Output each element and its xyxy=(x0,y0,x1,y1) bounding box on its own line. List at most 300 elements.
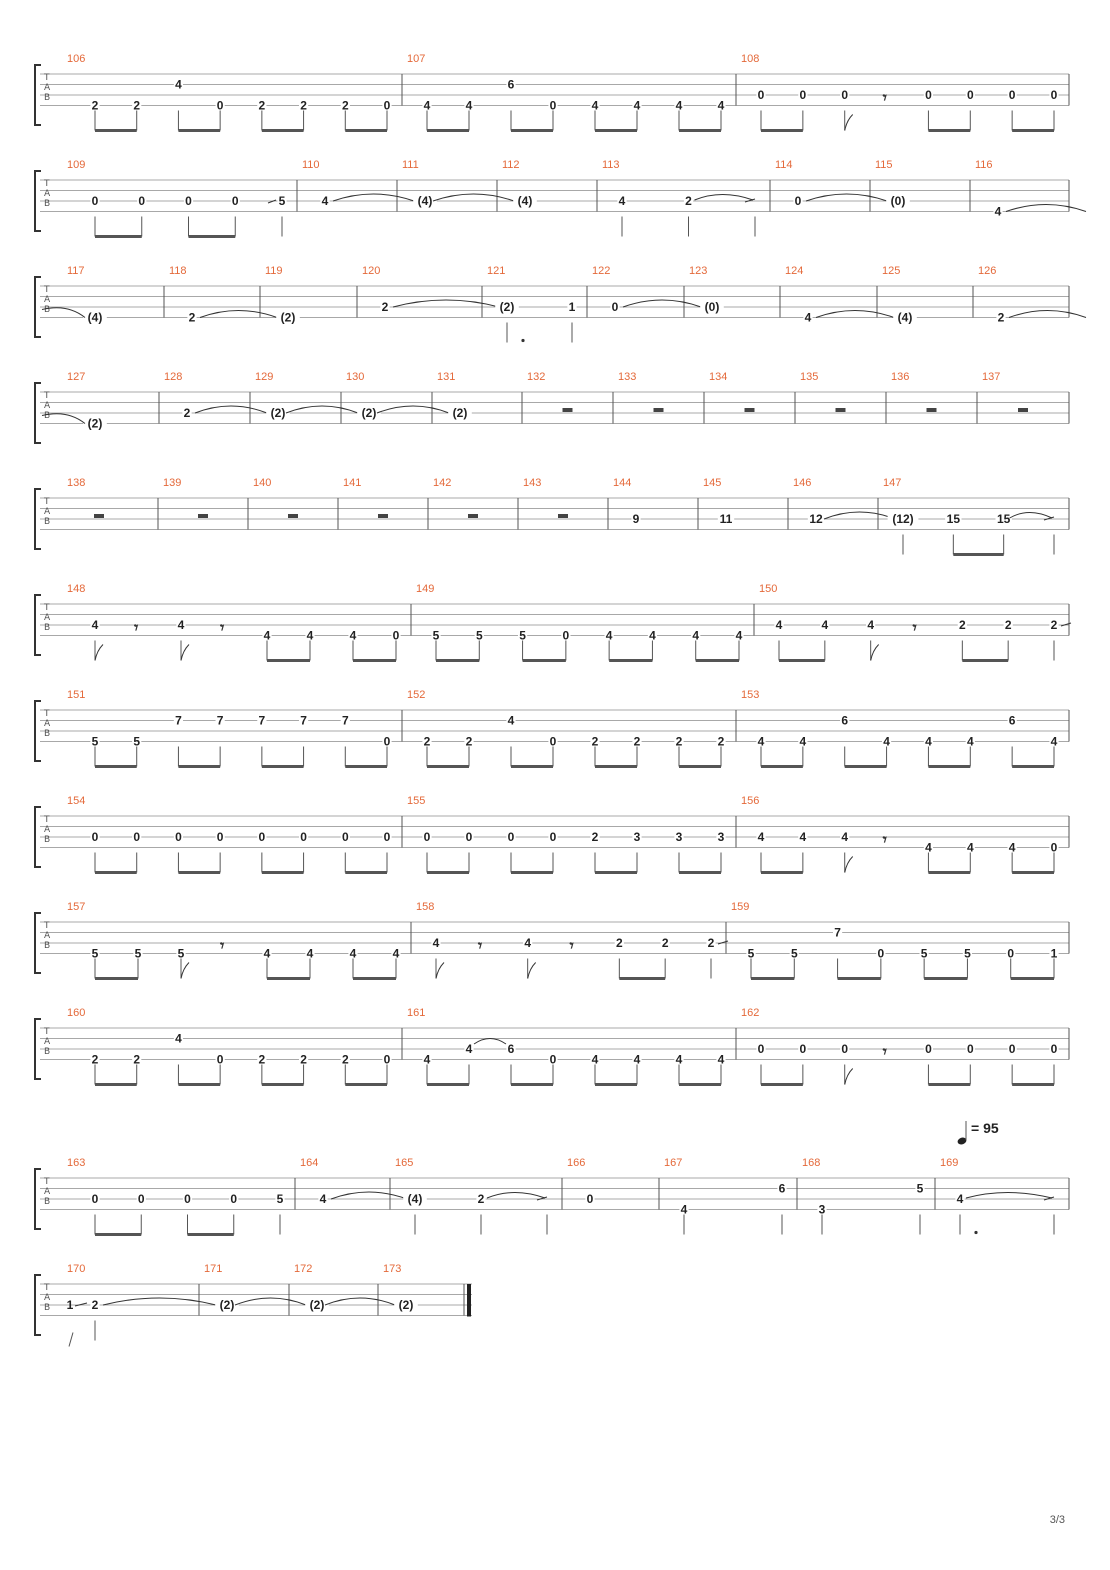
fret-number: 2 xyxy=(675,734,683,749)
fret-number: 2 xyxy=(341,1052,349,1067)
fret-number: 0 xyxy=(383,734,391,749)
fret-number: 2 xyxy=(183,406,191,420)
fret-number: 0 xyxy=(799,1042,807,1056)
page-number-label: 3/3 xyxy=(1049,1514,1065,1526)
measure-number: 115 xyxy=(875,159,893,171)
measure-number: 137 xyxy=(982,371,1001,383)
fret-number: 2 xyxy=(685,194,692,208)
tab-clef-t: T xyxy=(44,1027,50,1037)
tab-clef-a: A xyxy=(44,189,51,199)
fret-number: 0 xyxy=(91,1192,99,1206)
whole-rest xyxy=(745,408,755,412)
fret-number: 5 xyxy=(747,946,755,961)
fret-number: 0 xyxy=(1007,946,1015,961)
tab-clef-a: A xyxy=(44,295,51,305)
measure-number: 156 xyxy=(741,795,760,807)
eighth-rest: 𝄾 xyxy=(220,936,225,955)
fret-number: 4 xyxy=(633,1052,641,1067)
measure-number: 106 xyxy=(67,53,86,65)
fret-number: 2 xyxy=(958,618,966,632)
eighth-flag xyxy=(181,645,189,661)
fret-number: (2) xyxy=(87,416,103,431)
fret-number: 2 xyxy=(591,734,599,749)
fret-number: 2 xyxy=(707,936,715,950)
fret-number: 0 xyxy=(966,1042,974,1056)
fret-number: 9 xyxy=(632,512,640,526)
fret-number: 0 xyxy=(392,628,400,643)
eighth-flag xyxy=(845,857,853,873)
fret-number: 0 xyxy=(549,734,557,749)
fret-number: 0 xyxy=(841,1042,849,1056)
measure-number: 148 xyxy=(67,583,86,595)
measure-number: 123 xyxy=(689,265,708,277)
tab-system xyxy=(35,901,1069,979)
fret-number: 0 xyxy=(137,1192,145,1206)
fret-number: (12) xyxy=(892,512,914,526)
fret-number: 2 xyxy=(188,310,196,325)
measure-number: 135 xyxy=(800,371,819,383)
tie-arc xyxy=(695,195,754,201)
measure-number: 162 xyxy=(741,1007,760,1019)
eighth-flag xyxy=(845,1069,853,1085)
fret-number: 15 xyxy=(996,512,1011,526)
tab-clef-b: B xyxy=(44,941,51,951)
whole-rest xyxy=(558,514,568,518)
tab-clef-b: B xyxy=(44,93,51,103)
tab-system xyxy=(35,477,1069,555)
fret-number: (4) xyxy=(87,310,103,325)
measure-number: 160 xyxy=(67,1007,86,1019)
tab-clef-t: T xyxy=(44,921,50,931)
tab-clef-b: B xyxy=(44,623,51,633)
fret-number: 5 xyxy=(276,1192,284,1206)
measure-number: 120 xyxy=(362,265,381,277)
whole-rest xyxy=(468,514,478,518)
measure-number: 129 xyxy=(255,371,274,383)
fret-number: 4 xyxy=(841,830,849,844)
fret-number: 0 xyxy=(925,1042,932,1056)
fret-number: 15 xyxy=(946,512,961,526)
tab-clef-a: A xyxy=(44,507,51,517)
fret-number: 5 xyxy=(91,734,99,749)
fret-number: 4 xyxy=(306,946,314,961)
fret-number: 0 xyxy=(216,830,224,844)
fret-number: 0 xyxy=(1008,88,1016,102)
measure-number: 130 xyxy=(346,371,365,383)
measure-number: 141 xyxy=(343,477,362,489)
fret-number: 4 xyxy=(321,194,329,208)
fret-number: 4 xyxy=(465,1042,473,1056)
eighth-rest: 𝄾 xyxy=(882,1042,887,1061)
measure-number: 126 xyxy=(978,265,997,277)
fret-number: 2 xyxy=(477,1192,485,1206)
tab-clef-t: T xyxy=(44,1283,50,1293)
fret-number: 4 xyxy=(675,1052,683,1067)
tab-clef-b: B xyxy=(44,517,51,527)
fret-number: 0 xyxy=(185,194,192,208)
whole-rest xyxy=(927,408,937,412)
fret-number: 0 xyxy=(1050,88,1058,102)
whole-rest xyxy=(288,514,298,518)
measure-number: 153 xyxy=(741,689,760,701)
measure-number: 121 xyxy=(487,265,506,277)
eighth-rest: 𝄾 xyxy=(569,936,574,955)
fret-number: (2) xyxy=(361,406,377,420)
tab-system xyxy=(35,159,1086,237)
fret-number: 5 xyxy=(134,946,142,961)
fret-number: 0 xyxy=(383,830,391,844)
fret-number: 4 xyxy=(925,734,932,749)
measure-number: 112 xyxy=(502,159,520,171)
fret-number: 4 xyxy=(263,946,271,961)
tab-system xyxy=(35,371,1069,443)
fret-number: 5 xyxy=(916,1181,924,1196)
tab-clef-t: T xyxy=(44,285,50,295)
fret-number: 2 xyxy=(133,1052,141,1067)
measure-number: 128 xyxy=(164,371,183,383)
fret-number: 0 xyxy=(91,830,99,844)
eighth-rest: 𝄾 xyxy=(134,618,139,637)
fret-number: 2 xyxy=(91,1298,99,1312)
tie-arc xyxy=(393,300,499,307)
measure-number: 152 xyxy=(407,689,426,701)
fret-number: 0 xyxy=(549,830,557,844)
measure-number: 124 xyxy=(785,265,804,277)
fret-number: 7 xyxy=(216,713,224,728)
fret-number: 4 xyxy=(966,734,974,749)
measure-number: 151 xyxy=(67,689,86,701)
fret-number: 2 xyxy=(1004,618,1012,632)
fret-number: 4 xyxy=(605,628,613,643)
fret-number: 4 xyxy=(392,946,400,961)
tie-arc xyxy=(433,194,514,201)
fret-number: 4 xyxy=(423,1052,431,1067)
fret-number: (2) xyxy=(219,1298,235,1312)
measure-number: 113 xyxy=(602,159,620,171)
tie-arc xyxy=(824,512,895,519)
fret-number: 0 xyxy=(757,1042,765,1056)
fret-number: 2 xyxy=(300,1052,307,1067)
fret-number: 4 xyxy=(591,1052,599,1067)
fret-number: 2 xyxy=(258,98,266,113)
fret-number: 4 xyxy=(524,936,532,950)
whole-rest xyxy=(654,408,664,412)
tab-clef-t: T xyxy=(44,1177,50,1187)
fret-number: 7 xyxy=(175,713,182,728)
fret-number: 3 xyxy=(818,1202,826,1217)
fret-number: 5 xyxy=(519,628,526,643)
fret-number: 4 xyxy=(757,734,765,749)
fret-number: 5 xyxy=(432,628,440,643)
tie-arc xyxy=(333,194,414,201)
measure-number: 114 xyxy=(775,159,793,171)
fret-number: 0 xyxy=(794,194,802,208)
fret-number: 4 xyxy=(717,98,725,113)
measure-number: 111 xyxy=(402,159,419,171)
fret-number: 2 xyxy=(91,98,99,113)
measure-number: 149 xyxy=(416,583,435,595)
fret-number: 4 xyxy=(649,628,656,643)
measure-number: 144 xyxy=(613,477,632,489)
fret-number: (0) xyxy=(704,300,720,314)
fret-number: 7 xyxy=(341,713,349,728)
fret-number: 0 xyxy=(799,88,807,102)
tie-arc xyxy=(623,300,701,307)
measure-number: 172 xyxy=(294,1263,313,1275)
measure-number: 138 xyxy=(67,477,86,489)
tab-clef-a: A xyxy=(44,1037,51,1047)
tie-arc xyxy=(1010,513,1052,519)
fret-number: 4 xyxy=(1008,840,1016,855)
tie-arc xyxy=(487,1193,545,1199)
fret-number: 1 xyxy=(1050,946,1058,961)
tab-clef-a: A xyxy=(44,1293,51,1303)
tie-arc xyxy=(816,311,894,318)
whole-rest xyxy=(198,514,208,518)
fret-number: 0 xyxy=(841,88,849,102)
tie-arc xyxy=(195,406,267,413)
fret-number: 0 xyxy=(966,88,974,102)
fret-number: 5 xyxy=(920,946,928,961)
fret-number: 0 xyxy=(562,628,570,643)
measure-number: 157 xyxy=(67,901,86,913)
whole-rest xyxy=(378,514,388,518)
fret-number: 0 xyxy=(1008,1042,1016,1056)
measure-number: 164 xyxy=(300,1157,319,1169)
measure-number: 134 xyxy=(709,371,728,383)
measure-number: 132 xyxy=(527,371,546,383)
measure-number: 167 xyxy=(664,1157,683,1169)
measure-number: 125 xyxy=(882,265,901,277)
fret-number: 5 xyxy=(475,628,483,643)
final-barline xyxy=(467,1284,471,1317)
fret-number: 4 xyxy=(804,310,812,325)
grace-note: 1 xyxy=(66,1298,74,1312)
fret-number: 5 xyxy=(91,946,99,961)
tab-clef-b: B xyxy=(44,1197,51,1207)
fret-number: 0 xyxy=(586,1192,594,1206)
fret-number: 0 xyxy=(465,830,473,844)
fret-number: 0 xyxy=(423,830,431,844)
measure-number: 147 xyxy=(883,477,902,489)
fret-number: (2) xyxy=(499,300,515,314)
fret-number: 4 xyxy=(883,734,890,749)
fret-number: 4 xyxy=(349,628,357,643)
fret-number: 6 xyxy=(507,1042,515,1056)
eighth-flag xyxy=(436,963,444,979)
fret-number: 5 xyxy=(964,946,971,961)
tab-clef-t: T xyxy=(44,603,50,613)
fret-number: (2) xyxy=(270,406,286,420)
eighth-rest: 𝄾 xyxy=(882,88,887,107)
tempo-marking xyxy=(957,1120,999,1146)
tie-arc xyxy=(200,311,277,318)
measure-number: 171 xyxy=(204,1263,223,1275)
tab-clef-t: T xyxy=(44,391,50,401)
whole-rest xyxy=(563,408,573,412)
tab-system xyxy=(35,795,1069,873)
fret-number: 0 xyxy=(383,98,391,113)
grace-stem xyxy=(69,1333,73,1347)
measure-number: 108 xyxy=(741,53,760,65)
tab-system xyxy=(35,1263,1071,1347)
measure-number: 109 xyxy=(67,159,86,171)
fret-number: 0 xyxy=(1050,1042,1058,1056)
tab-clef-t: T xyxy=(44,709,50,719)
fret-number: 3 xyxy=(633,830,641,844)
fret-number: 7 xyxy=(300,713,307,728)
measure-number: 107 xyxy=(407,53,426,65)
tie-arc xyxy=(377,406,449,413)
tab-clef-b: B xyxy=(44,1303,51,1313)
fret-number: (2) xyxy=(309,1298,325,1312)
measure-number: 173 xyxy=(383,1263,402,1275)
fret-number: 4 xyxy=(799,734,807,749)
tab-clef-a: A xyxy=(44,719,51,729)
tie-arc xyxy=(331,1192,407,1199)
tab-clef-b: B xyxy=(44,1047,51,1057)
fret-number: 0 xyxy=(877,946,885,961)
fret-number: 11 xyxy=(719,512,733,526)
fret-number: 6 xyxy=(778,1181,786,1196)
tab-system xyxy=(35,689,1069,767)
fret-number: 2 xyxy=(661,936,669,950)
fret-number: 0 xyxy=(1050,840,1058,855)
fret-number: 0 xyxy=(138,194,146,208)
whole-rest xyxy=(1018,408,1028,412)
measure-number: 142 xyxy=(433,477,452,489)
fret-number: 4 xyxy=(91,618,99,632)
fret-number: 12 xyxy=(809,512,823,526)
fret-number: 2 xyxy=(997,310,1005,325)
tab-clef-b: B xyxy=(44,305,51,315)
fret-number: 0 xyxy=(231,194,239,208)
measure-number: 136 xyxy=(891,371,910,383)
fret-number: 2 xyxy=(423,734,431,749)
fret-number: 5 xyxy=(133,734,141,749)
staff-end-mask xyxy=(472,1282,1071,1318)
fret-number: 2 xyxy=(341,98,349,113)
fret-number: 4 xyxy=(775,618,783,632)
tab-system xyxy=(35,1157,1069,1235)
fret-number: 0 xyxy=(184,1192,191,1206)
fret-number: (4) xyxy=(897,310,913,325)
tab-clef-b: B xyxy=(44,411,51,421)
fret-number: 4 xyxy=(735,628,743,643)
fret-number: 2 xyxy=(91,1052,99,1067)
rhythm-dot xyxy=(521,339,524,342)
fret-number: 4 xyxy=(994,204,1002,219)
fret-number: 4 xyxy=(618,194,626,208)
measure-number: 118 xyxy=(169,265,187,277)
fret-number: 4 xyxy=(633,98,641,113)
tie-arc xyxy=(235,1298,306,1305)
fret-number: 2 xyxy=(258,1052,266,1067)
eighth-flag xyxy=(871,645,879,661)
fret-number: 1 xyxy=(568,300,576,314)
measure-number: 168 xyxy=(802,1157,821,1169)
measure-number: 154 xyxy=(67,795,86,807)
tab-clef-b: B xyxy=(44,199,51,209)
measure-number: 165 xyxy=(395,1157,414,1169)
tab-clef-t: T xyxy=(44,179,50,189)
fret-number: 4 xyxy=(423,98,431,113)
fret-number: (2) xyxy=(452,406,468,420)
fret-number: 4 xyxy=(675,98,683,113)
measure-number: 170 xyxy=(67,1263,86,1275)
fret-number: 4 xyxy=(507,713,515,728)
tab-system xyxy=(35,53,1069,131)
fret-number: (2) xyxy=(398,1298,414,1312)
fret-number: 2 xyxy=(1050,618,1058,632)
measure-number: 158 xyxy=(416,901,435,913)
tab-clef-t: T xyxy=(44,73,50,83)
fret-number: 2 xyxy=(615,936,623,950)
measure-number: 166 xyxy=(567,1157,586,1169)
fret-number: 6 xyxy=(507,77,515,92)
measure-number: 127 xyxy=(67,371,86,383)
rhythm-dot xyxy=(974,1231,977,1234)
fret-number: 0 xyxy=(133,830,141,844)
fret-number: 0 xyxy=(91,194,99,208)
tab-clef-a: A xyxy=(44,401,51,411)
whole-rest xyxy=(836,408,846,412)
fret-number: 5 xyxy=(278,194,286,208)
fret-number: 2 xyxy=(591,830,599,844)
fret-number: 5 xyxy=(790,946,798,961)
measure-number: 163 xyxy=(67,1157,86,1169)
eighth-flag xyxy=(528,963,536,979)
fret-number: 5 xyxy=(177,946,185,961)
tab-clef-a: A xyxy=(44,825,51,835)
fret-number: 0 xyxy=(175,830,182,844)
measure-number: 131 xyxy=(437,371,456,383)
tab-clef-a: A xyxy=(44,931,51,941)
tie-arc xyxy=(966,1193,1052,1199)
tab-clef-a: A xyxy=(44,1187,51,1197)
tab-system xyxy=(35,1007,1069,1085)
fret-number: 0 xyxy=(925,88,932,102)
measure-number: 159 xyxy=(731,901,750,913)
measure-number: 169 xyxy=(940,1157,959,1169)
tab-clef-t: T xyxy=(44,815,50,825)
fret-number: 0 xyxy=(549,98,557,113)
whole-rest xyxy=(94,514,104,518)
eighth-rest: 𝄾 xyxy=(912,618,917,637)
fret-number: 4 xyxy=(432,936,440,950)
tie-arc xyxy=(325,1298,395,1305)
fret-number: 2 xyxy=(717,734,725,749)
tab-system xyxy=(35,265,1086,343)
measure-number: 122 xyxy=(592,265,611,277)
fret-number: 2 xyxy=(465,734,473,749)
fret-number: 4 xyxy=(349,946,357,961)
fret-number: 2 xyxy=(300,98,307,113)
fret-number: 0 xyxy=(757,88,765,102)
fret-number: 2 xyxy=(633,734,641,749)
fret-number: 4 xyxy=(263,628,271,643)
fret-number: 0 xyxy=(300,830,307,844)
fret-number: 4 xyxy=(319,1192,327,1206)
tie-arc xyxy=(1006,205,1086,212)
eighth-flag xyxy=(845,115,853,131)
tab-clef-a: A xyxy=(44,613,51,623)
fret-number: 0 xyxy=(230,1192,238,1206)
fret-number: 0 xyxy=(216,98,224,113)
fret-number: 4 xyxy=(692,628,700,643)
fret-number: 4 xyxy=(717,1052,725,1067)
fret-number: 7 xyxy=(258,713,266,728)
